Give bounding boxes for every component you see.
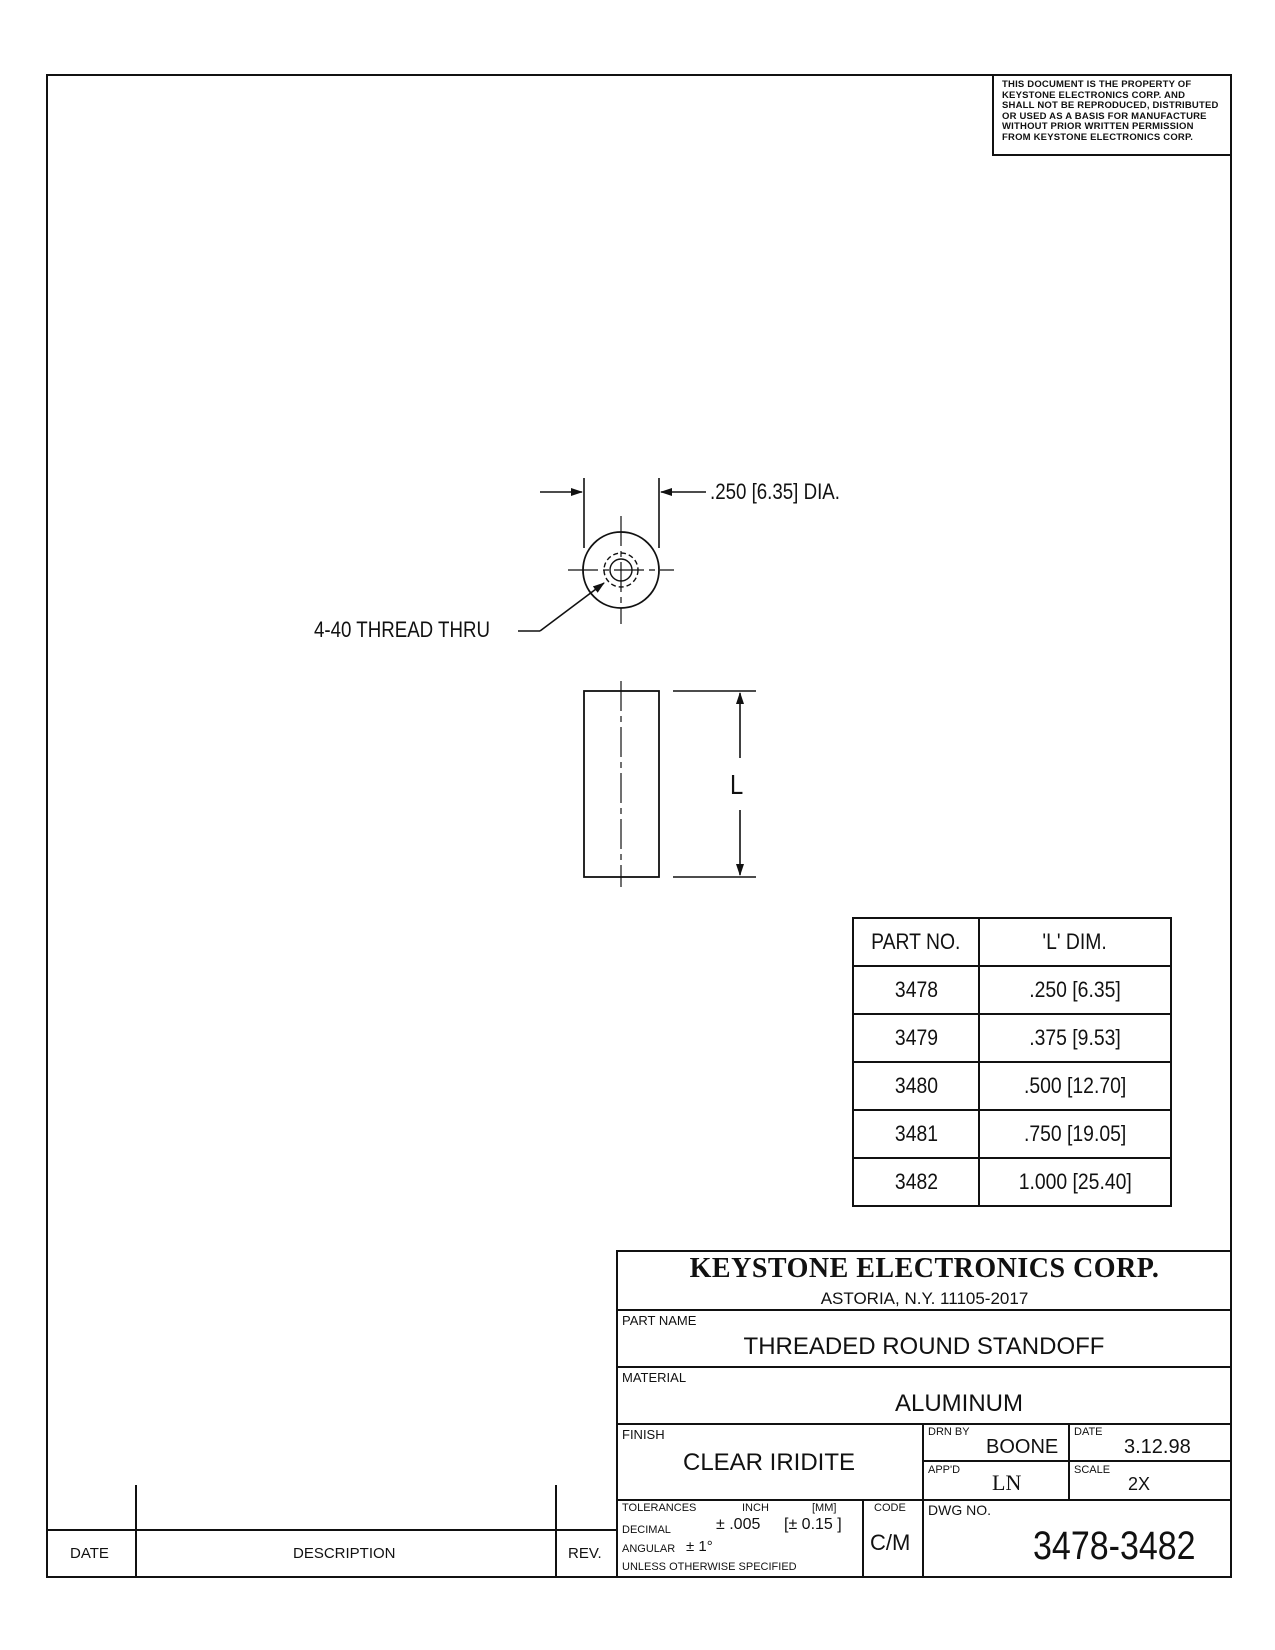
l-dim-cell: .500 [12.70] xyxy=(1023,1073,1127,1098)
rev-date-label: DATE xyxy=(70,1545,109,1562)
tolerances-label: TOLERANCES xyxy=(622,1502,697,1514)
material-value: ALUMINUM xyxy=(894,1390,1023,1417)
material-label: MATERIAL xyxy=(622,1370,687,1385)
scale-label: SCALE xyxy=(1074,1464,1111,1476)
rev-description-label: DESCRIPTION xyxy=(293,1545,396,1562)
notice-line: THIS DOCUMENT IS THE PROPERTY OF xyxy=(1002,79,1192,90)
side-view xyxy=(584,681,659,887)
table-row xyxy=(853,966,1171,1014)
dwg-no: 3478-3482 xyxy=(1033,1524,1196,1568)
l-dim-cell: .375 [9.53] xyxy=(1029,1025,1121,1050)
decimal-inch: ± .005 xyxy=(716,1516,761,1533)
parts-table xyxy=(852,917,1172,1207)
angular-value: ± 1° xyxy=(686,1538,713,1555)
code-value: C/M xyxy=(870,1530,911,1555)
decimal-mm: [± 0.15 ] xyxy=(784,1516,842,1533)
notice-line: FROM KEYSTONE ELECTRONICS CORP. xyxy=(1002,131,1194,143)
appd-value: LN xyxy=(992,1470,1022,1495)
notice-line: WITHOUT PRIOR WRITTEN PERMISSION xyxy=(1002,121,1194,132)
table-row xyxy=(853,1110,1171,1158)
header-l-dim: 'L' DIM. xyxy=(1042,929,1108,954)
part-name: THREADED ROUND STANDOFF xyxy=(743,1333,1105,1360)
diameter-label: .250 [6.35] DIA. xyxy=(710,479,840,504)
notice-line: OR USED AS A BASIS FOR MANUFACTURE xyxy=(1002,110,1207,122)
l-dim-cell: .750 [19.05] xyxy=(1023,1121,1127,1146)
company-name: KEYSTONE ELECTRONICS CORP. xyxy=(689,1253,1160,1284)
notice-line: SHALL NOT BE REPRODUCED, DISTRIBUTED xyxy=(1002,100,1219,111)
part-no-cell: 3479 xyxy=(894,1025,938,1050)
company-address: ASTORIA, N.Y. 11105-2017 xyxy=(820,1289,1029,1308)
part-no-cell: 3482 xyxy=(894,1169,938,1194)
length-label: L xyxy=(730,769,744,800)
mm-label: [MM] xyxy=(812,1502,837,1514)
part-no-cell: 3480 xyxy=(894,1073,938,1098)
inch-label: INCH xyxy=(742,1502,769,1514)
finish-value: CLEAR IRIDITE xyxy=(682,1449,856,1476)
drn-by-value: BOONE xyxy=(986,1436,1059,1458)
l-dim-cell: 1.000 [25.40] xyxy=(1018,1169,1132,1194)
drn-by-label: DRN BY xyxy=(928,1426,970,1438)
finish-label: FINISH xyxy=(622,1427,665,1442)
length-dimension xyxy=(673,691,756,877)
decimal-label: DECIMAL xyxy=(622,1524,671,1536)
unless-label: UNLESS OTHERWISE SPECIFIED xyxy=(622,1561,797,1573)
thread-leader xyxy=(518,583,604,631)
part-no-cell: 3478 xyxy=(894,977,938,1002)
table-row xyxy=(853,1062,1171,1110)
l-dim-cell: .250 [6.35] xyxy=(1029,977,1121,1002)
table-header-row xyxy=(853,918,1171,966)
angular-label: ANGULAR xyxy=(622,1543,676,1555)
appd-label: APP'D xyxy=(928,1464,961,1476)
notice-line: KEYSTONE ELECTRONICS CORP. AND xyxy=(1002,89,1186,101)
thread-label: 4-40 THREAD THRU xyxy=(314,617,490,642)
dwg-no-label: DWG NO. xyxy=(928,1502,991,1518)
part-no-cell: 3481 xyxy=(894,1121,938,1146)
code-label: CODE xyxy=(874,1502,906,1514)
date-label: DATE xyxy=(1074,1426,1103,1438)
rev-label: REV. xyxy=(568,1545,602,1562)
part-name-label: PART NAME xyxy=(622,1313,697,1328)
scale-value: 2X xyxy=(1128,1474,1151,1494)
diameter-dimension xyxy=(540,478,706,548)
header-part-no: PART NO. xyxy=(871,929,961,954)
date-value: 3.12.98 xyxy=(1124,1436,1191,1458)
table-row xyxy=(853,1158,1171,1206)
table-row xyxy=(853,1014,1171,1062)
